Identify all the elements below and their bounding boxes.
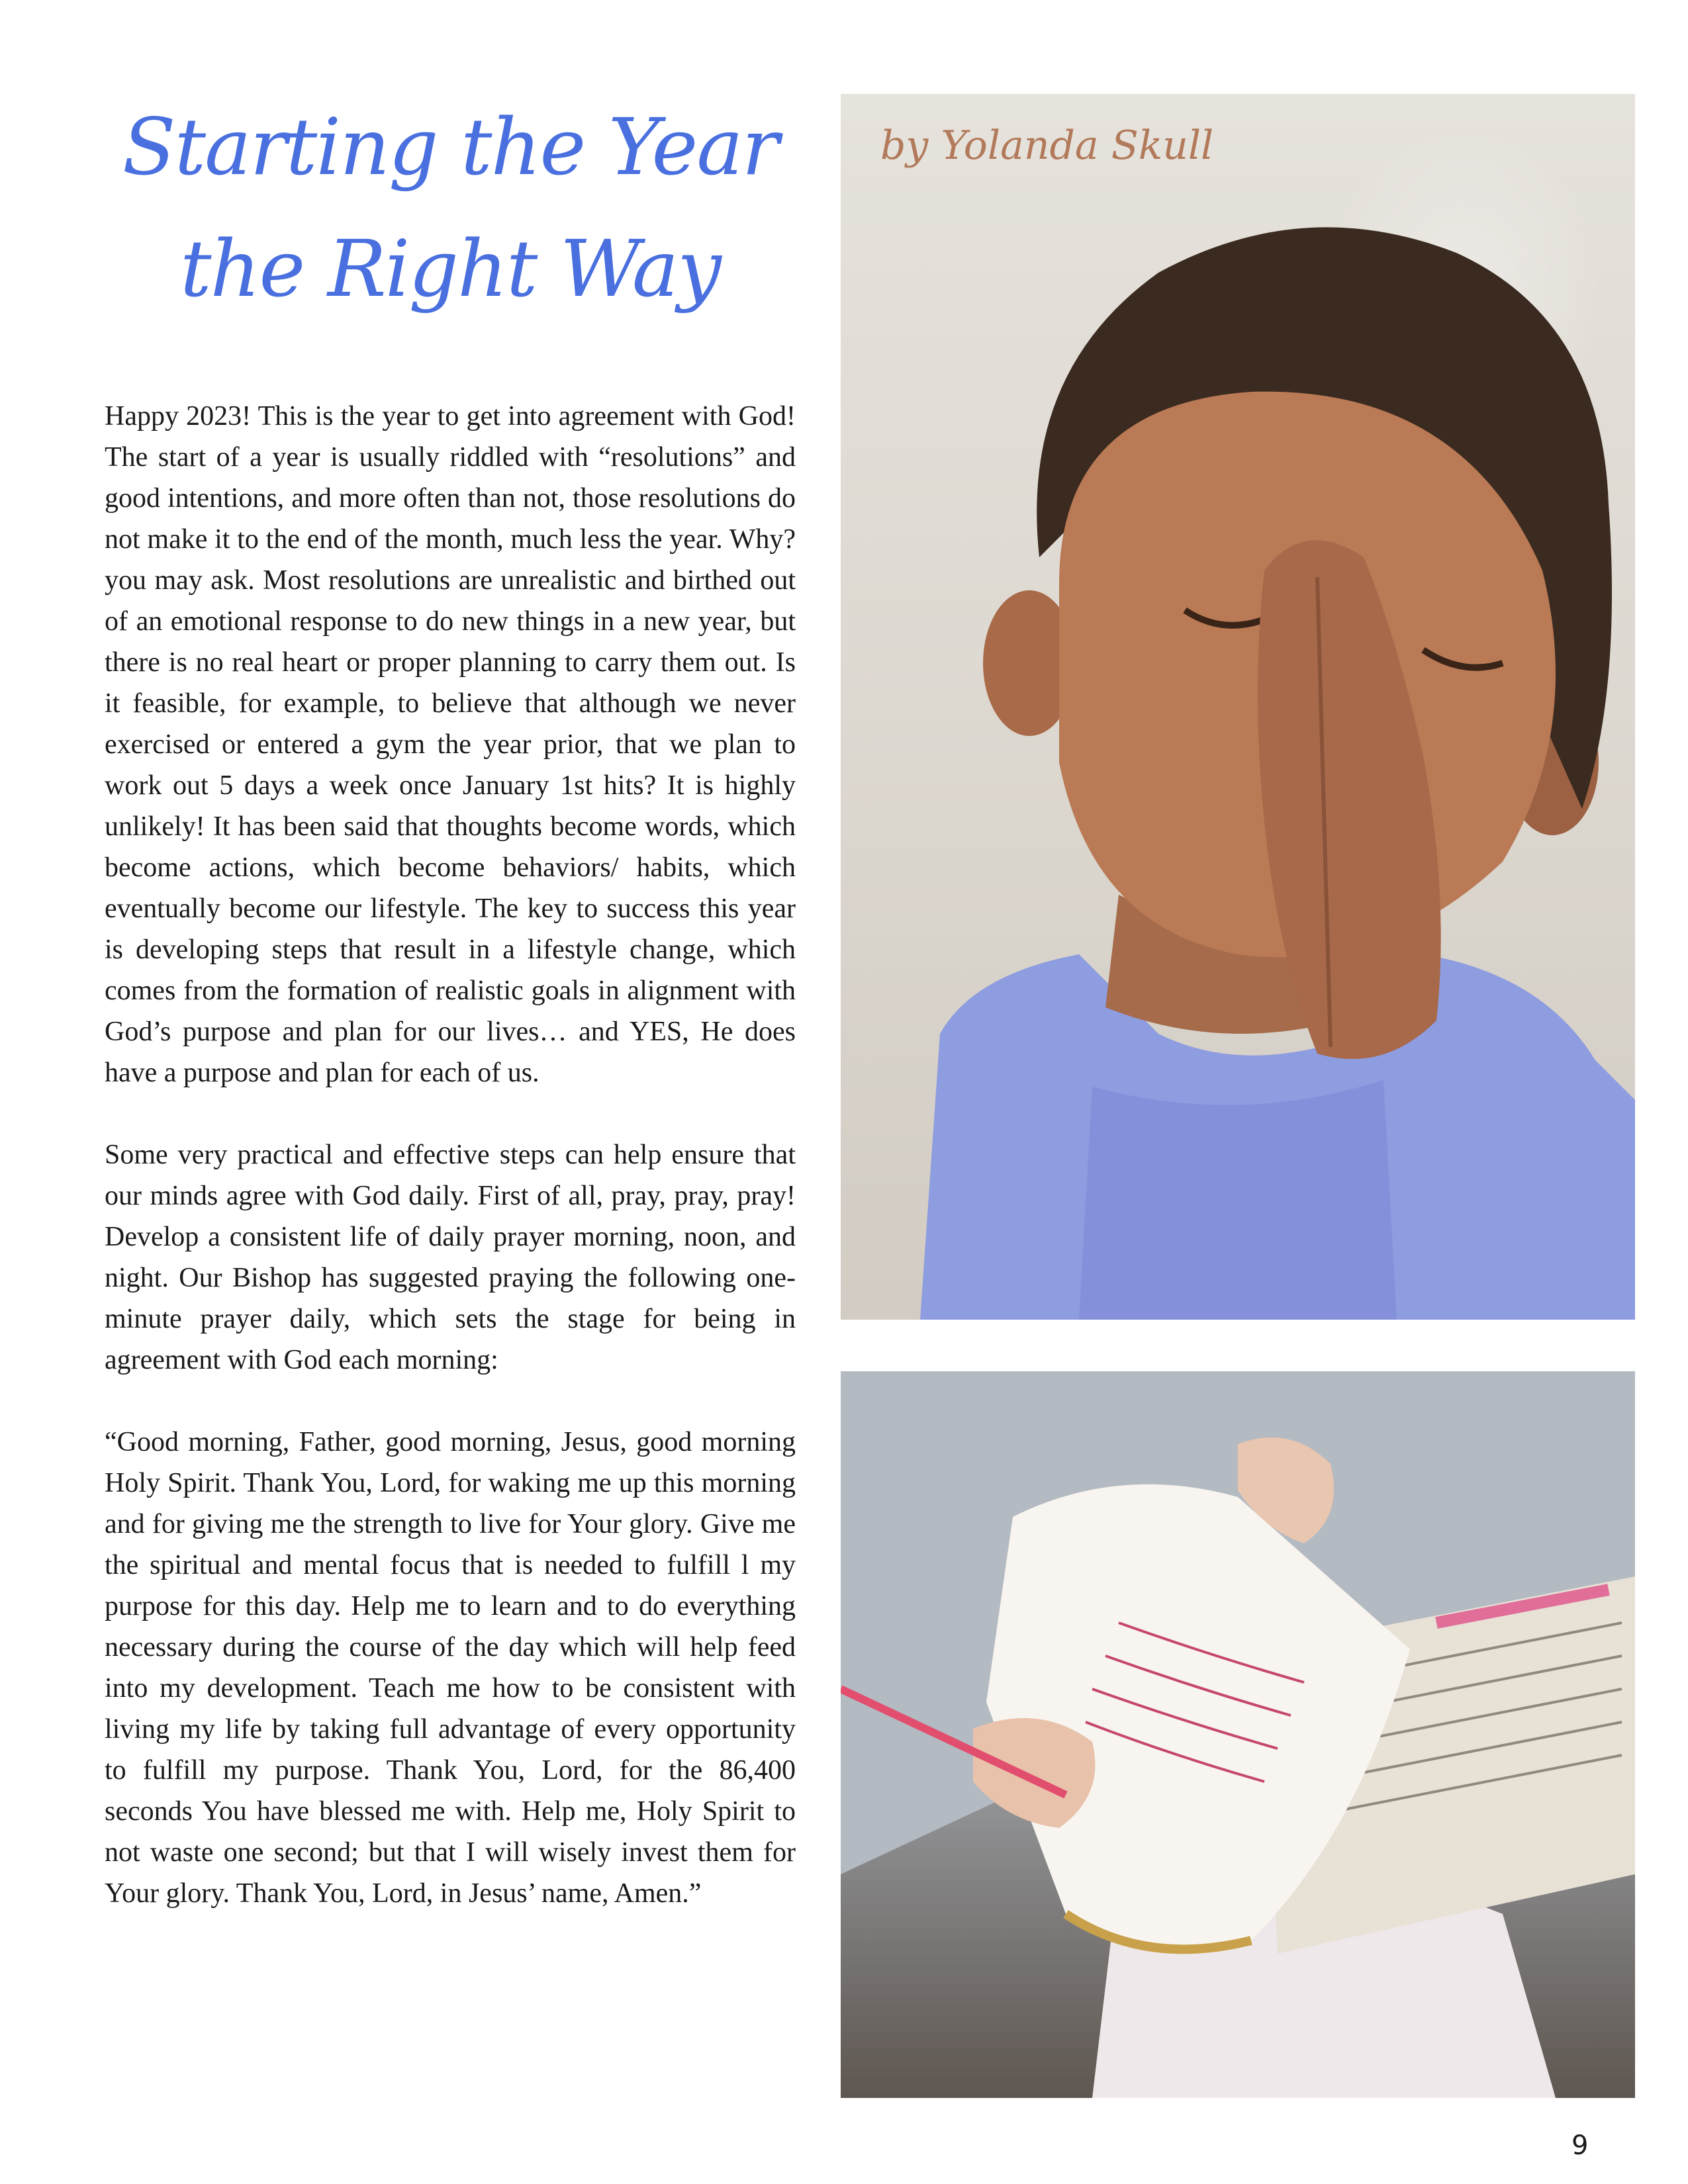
praying-child-illustration <box>841 94 1635 1320</box>
article-column <box>105 86 796 1914</box>
article-paragraph: Some very practical and effective steps can help ensure that our minds agree with God daily. First of all, pray, pray, pray! Develop a consistent life of daily prayer morning, noon, and night. Our Bishop has suggested praying the following one-minute prayer daily, which sets the stage for being in agreement with God each morning: <box>105 1140 796 1375</box>
journal-writing-illustration <box>841 1371 1635 2098</box>
article-paragraph: Happy 2023! This is the year to get into agreement with God! The start of a year is usually riddled with “resolutions” and good intentions, and more often than not, those resolutions do not make it to the end of the month, much less the year. Why? you may ask. Most resolutions are unrealistic and birthed out of an emotional response to do new things in a new year, but there is no real heart or proper planning to carry them out. Is it feasible, for example, to believe that although we never exercised or entered a gym the year prior, that we plan to work out 5 days a week once January 1st hits? It is highly unlikely! It has been said that thoughts become words, which become actions, which become behaviors/ habits, which eventually become our lifestyle. The key to success this year is developing steps that result in a lifestyle change, which comes from the formation of realistic goals in alignment with God’s purpose and plan for our lives… and YES, He does have a purpose and plan for each of us. <box>105 401 796 1088</box>
prayer-paragraph: “Good morning, Father, good morning, Jesus, good morning Holy Spirit. Thank You, Lord, for waking me up this morning and for giving me the strength to live for Your glory. Give me the spiritual and mental focus that is needed to fulfill l my purpose for this day. Help me to learn and to do everything necessary during the course of the day which will help feed into my development. Teach me how to be consistent with living my life by taking full advantage of every opportunity to fulfill my purpose. Thank You, Lord, for the 86,400 seconds You have blessed me with. Help me, Holy Spirit to not waste one second; but that I will wisely invest them for Your glory. Thank You, Lord, in Jesus’ name, Amen.” <box>105 1427 796 1909</box>
article-title: Starting the Year the Right Way <box>122 101 778 314</box>
praying-child-photo <box>841 94 1635 1320</box>
page-number: 9 <box>1571 2130 1589 2161</box>
article-byline: by Yolanda Skull <box>880 122 1214 169</box>
journal-writing-photo <box>841 1371 1635 2098</box>
article-body <box>105 396 796 1914</box>
